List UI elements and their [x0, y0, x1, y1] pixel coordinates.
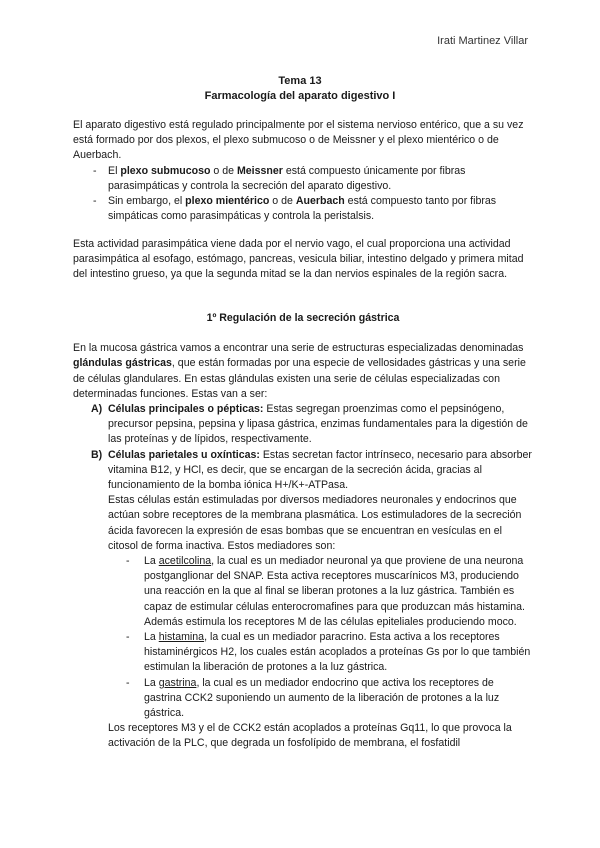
receptors-paragraph: Los receptores M3 y el de CCK2 están acoplados a proteínas Gq11, lo que provoca la activación de la PLC, que degrada un fosfolípido de membrana, el fosfatidil	[108, 722, 512, 750]
topic-subtitle: Farmacología del aparato digestivo I	[204, 90, 396, 102]
text: La	[144, 676, 159, 689]
text: El	[108, 164, 121, 177]
list-item	[73, 676, 533, 722]
author-name: Irati Martinez Villar	[437, 35, 528, 47]
intro-section	[73, 118, 533, 224]
underlined-term: histamina	[158, 631, 205, 644]
plexus-list	[73, 164, 533, 225]
list-item-b	[73, 448, 533, 494]
mediators-list	[73, 554, 533, 721]
underlined-term: gastrina	[158, 676, 197, 689]
text: , la cual es un mediador neuronal ya que proviene de una neurona postganglionar del SNAP. Esta activa receptores muscarínicos M3, produciendo una reacción en la que al final se liberan protones a la luz gástrica. También es capaz de estimular células enterocromafines para que produzcan más histamina. Además estimula los receptores M de las células epiteliales produciendo moco.	[144, 555, 525, 628]
text: , la cual es un mediador endocrino que activa los receptores de gastrina CCK2 suponiendo un aumento de la liberación de protones a la luz gástrica.	[144, 676, 500, 720]
bold-term: Células principales o pépticas:	[108, 403, 264, 416]
list-item	[73, 554, 533, 630]
bold-term: Auerbach	[295, 195, 345, 208]
underlined-term: acetilcolina	[158, 555, 212, 568]
text: Estas segregan proenzimas como el pepsinógeno, precursor pepsina, pepsina y lipasa gástrica, enzimas fundamentales para la digestión de las proteínas y de lípidos, respectivamente.	[108, 403, 528, 446]
text: La	[144, 555, 159, 568]
list-item	[73, 164, 533, 194]
intro-paragraph: El aparato digestivo está regulado principalmente por el sistema nervioso entérico, que a su vez está formado por dos plexos, el plexo submucoso o de Meissner y el plexo mientérico o de Auerbach.	[73, 119, 524, 162]
text: , que están formadas por una especie de vellosidades gástricas y una serie de células glandulares. En estas glándulas existen una serie de células especializadas con determinadas funciones. Estas van a ser:	[73, 357, 526, 400]
list-item	[73, 194, 533, 224]
stimulators-paragraph: Estas células están estimuladas por diversos mediadores neuronales y endocrinos que actúan sobre receptores de la membrana plasmática. Los estimuladores de la secreción ácida favorecen la expresión de esas bombas que se encuentran en vesículas en el citosol de forma inactiva. Estos mediadores son:	[108, 494, 522, 552]
text: o de	[269, 195, 296, 208]
text: , la cual es un mediador paracrino. Esta activa a los receptores histaminérgicos H2, los cuales están acoplados a proteínas Gs por lo que también estimulan la liberación de protones a la luz gástrica.	[144, 631, 531, 674]
title-block	[0, 74, 600, 104]
list-marker: A)	[91, 403, 103, 416]
list-item	[73, 630, 533, 676]
section-title: 1º Regulación de la secreción gástrica	[206, 312, 400, 324]
vagus-paragraph: Esta actividad parasimpática viene dada por el nervio vago, el cual proporciona una actividad parasimpática al esofago, estómago, pancreas, vesicula biliar, intestino delgado y primera mitad del intestino grueso, ya que la segunda mitad se la dan nervios espinales de la región sacra.	[73, 238, 524, 281]
text: Sin embargo, el	[108, 195, 186, 208]
text: La	[144, 631, 159, 644]
list-item-a	[73, 402, 533, 448]
section-1	[73, 311, 533, 752]
text: está compuesto únicamente por fibras parasimpáticas y controla la secreción del aparato digestivo.	[108, 164, 466, 192]
text: Estas secretan factor intrínseco, necesario para absorber vitamina B12, y HCl, es decir, que se encargan de la secreción ácida, gracias al funcionamiento de la bomba iónica H+/K+-ATPasa.	[108, 448, 532, 492]
bold-term: Meissner	[236, 164, 283, 177]
text: En la mucosa gástrica vamos a encontrar una serie de estructuras especializadas denominadas	[73, 342, 524, 355]
vagus-section	[73, 237, 533, 283]
bold-term: plexo mientérico	[185, 195, 270, 208]
bold-term: plexo submucoso	[120, 164, 211, 177]
bold-term: Células parietales u oxínticas:	[108, 448, 260, 461]
topic-title: Tema 13	[278, 75, 322, 87]
text: o de	[210, 164, 237, 177]
bold-term: glándulas gástricas	[73, 357, 172, 370]
text: está compuesto tanto por fibras simpáticas como parasimpáticas y controla la peristalsis.	[108, 195, 497, 223]
section-intro	[73, 341, 533, 402]
list-marker: B)	[91, 448, 103, 461]
